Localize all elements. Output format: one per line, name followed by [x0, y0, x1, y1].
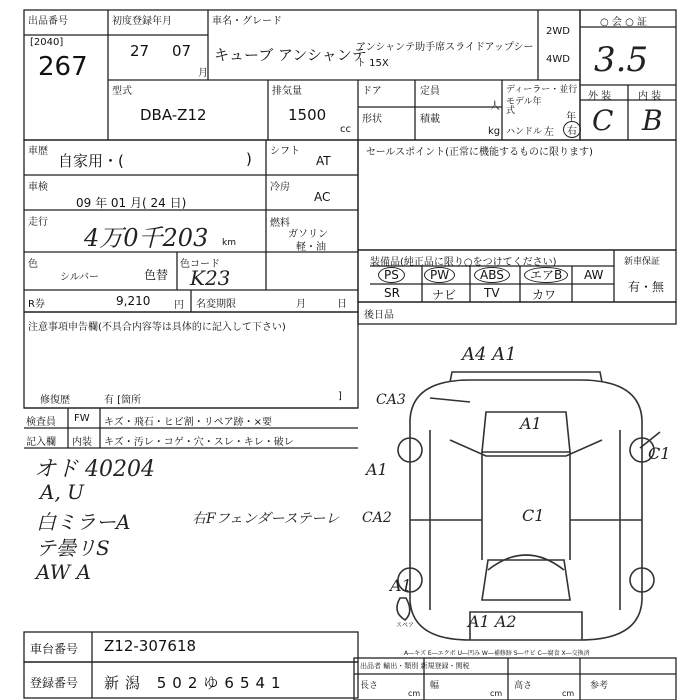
equip-leather: カワ	[532, 288, 557, 302]
diagram-mark-ca3: CA3	[376, 392, 406, 408]
transfer-month-unit: 月	[296, 299, 306, 310]
lot-code: [2040]	[30, 37, 64, 48]
lot-label: 出品番号	[28, 16, 68, 27]
footer-unit-3: cm	[562, 689, 575, 698]
fuel-label: 燃料	[270, 218, 290, 229]
diagram-mark-ca2: CA2	[362, 510, 392, 526]
repair-close: ]	[338, 391, 342, 402]
door-label: ドア	[362, 86, 382, 97]
color-value: シルバー	[60, 272, 100, 283]
usage-close: )	[246, 150, 252, 168]
inspection-label: 車検	[28, 182, 48, 193]
defects-line1: キズ・飛石・ヒビ割・リペア跡・×要	[104, 417, 272, 428]
equipment-label: 装備品(純正品に限り○をつけてください)	[370, 257, 557, 268]
declaration-label: 注意事項申告欄(不具合内容等は具体的に記入して下さい)	[28, 322, 286, 333]
handle-right: 右	[563, 121, 581, 138]
footer-header: 出品者 輸出・類別 新規登録・関税	[360, 662, 470, 670]
inspector-label: 検査員	[26, 417, 56, 428]
first-reg-month-unit: 月	[198, 68, 208, 79]
car-name: キューブ アンシャンテ	[214, 46, 367, 64]
drive-2wd: 2WD	[546, 26, 570, 37]
handwritten-note-4: テ曇リS	[36, 536, 110, 560]
dealer-label: ディーラー・並行	[506, 85, 578, 95]
diagram-mark-left: A1	[366, 460, 388, 479]
footer-height-label: 高さ	[514, 681, 533, 691]
handwritten-note-5: AW A	[36, 560, 91, 584]
diagram-mark-front: A4 A1	[462, 344, 517, 365]
repair-label: 修復歴	[40, 395, 70, 406]
handle-left: 左	[544, 127, 554, 138]
chassis-label: 車台番号	[30, 642, 79, 656]
year-unit: 年	[566, 112, 576, 123]
name-label: 車名・グレード	[212, 16, 282, 27]
color-code-label: 色コード	[180, 259, 220, 270]
first-reg-month: 07	[172, 42, 192, 60]
fuel-diesel: 軽・油	[296, 242, 326, 253]
displacement-label: 排気量	[272, 86, 302, 97]
usage-label: 車歴	[28, 146, 48, 157]
reg-value: 新潟 502ゆ6541	[104, 674, 287, 692]
equip-tv: TV	[484, 286, 500, 300]
diagram-mark-rear: A1 A2	[468, 612, 517, 631]
load-unit: kg	[488, 126, 501, 137]
equip-sr: SR	[384, 286, 400, 300]
first-reg-label: 初度登録年月	[112, 16, 172, 27]
first-reg-year: 27	[130, 42, 150, 60]
footer-width-label: 幅	[430, 681, 440, 691]
recycle-value: 9,210	[116, 294, 151, 308]
grade-line1: アンシャンテ助手席スライドアップシー	[356, 42, 534, 53]
recycle-label: R券	[28, 299, 45, 310]
handwritten-note-2: A, U	[40, 480, 85, 504]
equip-airbag: エアB	[524, 267, 568, 283]
inspection-value: 09 年 01 月( 24 日)	[76, 196, 187, 210]
equip-navi: ナビ	[432, 288, 457, 302]
color-code-value: K23	[190, 266, 231, 290]
repair-value: 有 [箇所	[104, 395, 142, 406]
exterior-value: C	[592, 104, 614, 137]
model-value: DBA-Z12	[140, 106, 207, 124]
shift-value: AT	[316, 154, 331, 168]
transfer-label: 名変期限	[196, 299, 236, 310]
fw-label: FW	[74, 413, 90, 424]
reg-label: 登録番号	[30, 676, 79, 690]
capacity-unit: 人	[490, 101, 500, 112]
fender-note: 右Fフェンダーステーレ	[192, 511, 340, 527]
model-year-label: モデル年式	[506, 97, 542, 116]
score-top: ○ 会 ○ 証	[600, 17, 647, 28]
damage-legend: A―キズ E―エクボ U―凹み W―補修跡 S―サビ C―腐食 X―交換済	[404, 650, 590, 657]
displacement-unit: cc	[340, 124, 351, 135]
footer-unit-2: cm	[490, 689, 503, 698]
mileage-label: 走行	[28, 217, 48, 228]
handle-label: ハンドル	[506, 127, 543, 137]
score-value: 3.5	[594, 40, 649, 80]
sales-points-label: セールスポイント(正常に機能するものに限ります)	[366, 147, 593, 158]
load-label: 積載	[420, 114, 440, 125]
new-car-label: 新車保証	[624, 257, 661, 267]
drive-4wd: 4WD	[546, 54, 570, 65]
displacement-value: 1500	[288, 106, 327, 124]
ac-label: 冷房	[270, 182, 290, 193]
interior-label: 内 装	[638, 91, 662, 102]
chassis-value: Z12-307618	[104, 637, 197, 655]
diagram-mark-roof: C1	[522, 506, 545, 525]
grade-line2: ト 15X	[356, 58, 389, 69]
defects-line2: キズ・汚レ・コゲ・穴・スレ・キレ・破レ	[104, 437, 294, 448]
footer-ref-label: 参考	[590, 681, 609, 691]
exterior-label: 外 装	[588, 91, 612, 102]
ac-value: AC	[314, 190, 331, 204]
equip-aw: AW	[584, 268, 604, 282]
capacity-label: 定員	[420, 86, 440, 97]
interior-word: 内装	[72, 437, 92, 448]
new-car-value: 有・無	[628, 280, 665, 294]
footer-unit-1: cm	[408, 689, 421, 698]
equip-abs: ABS	[474, 267, 510, 283]
equip-pw: PW	[424, 267, 455, 283]
diagram-mark-right: C1	[648, 444, 671, 463]
interior-value: B	[642, 104, 663, 137]
lot-number: 267	[38, 52, 88, 82]
spare-label: スペア	[396, 622, 415, 629]
handwritten-note-3: 白ミラーA	[36, 510, 131, 534]
rear-seat-label: 後日品	[364, 310, 394, 321]
footer-length-label: 長さ	[360, 681, 379, 691]
shape-label: 形状	[362, 114, 382, 125]
diagram-mark-rear-left: A1	[390, 576, 412, 595]
writer-label: 記入欄	[26, 437, 56, 448]
color-name-label: 色替	[144, 268, 169, 282]
mileage-value: 4万0千203	[84, 224, 209, 252]
transfer-day-unit: 日	[337, 299, 347, 310]
diagram-mark-hood: A1	[520, 414, 542, 433]
color-label: 色	[28, 259, 38, 270]
model-label: 型式	[112, 86, 132, 97]
fuel-gasoline: ガソリン	[288, 229, 328, 240]
usage-value: 自家用・(	[58, 152, 124, 170]
equip-ps: PS	[378, 267, 405, 283]
handwritten-note-1: オド 40204	[34, 457, 155, 482]
recycle-unit: 円	[174, 300, 184, 311]
mileage-unit: km	[222, 238, 236, 248]
shift-label: シフト	[270, 146, 300, 157]
